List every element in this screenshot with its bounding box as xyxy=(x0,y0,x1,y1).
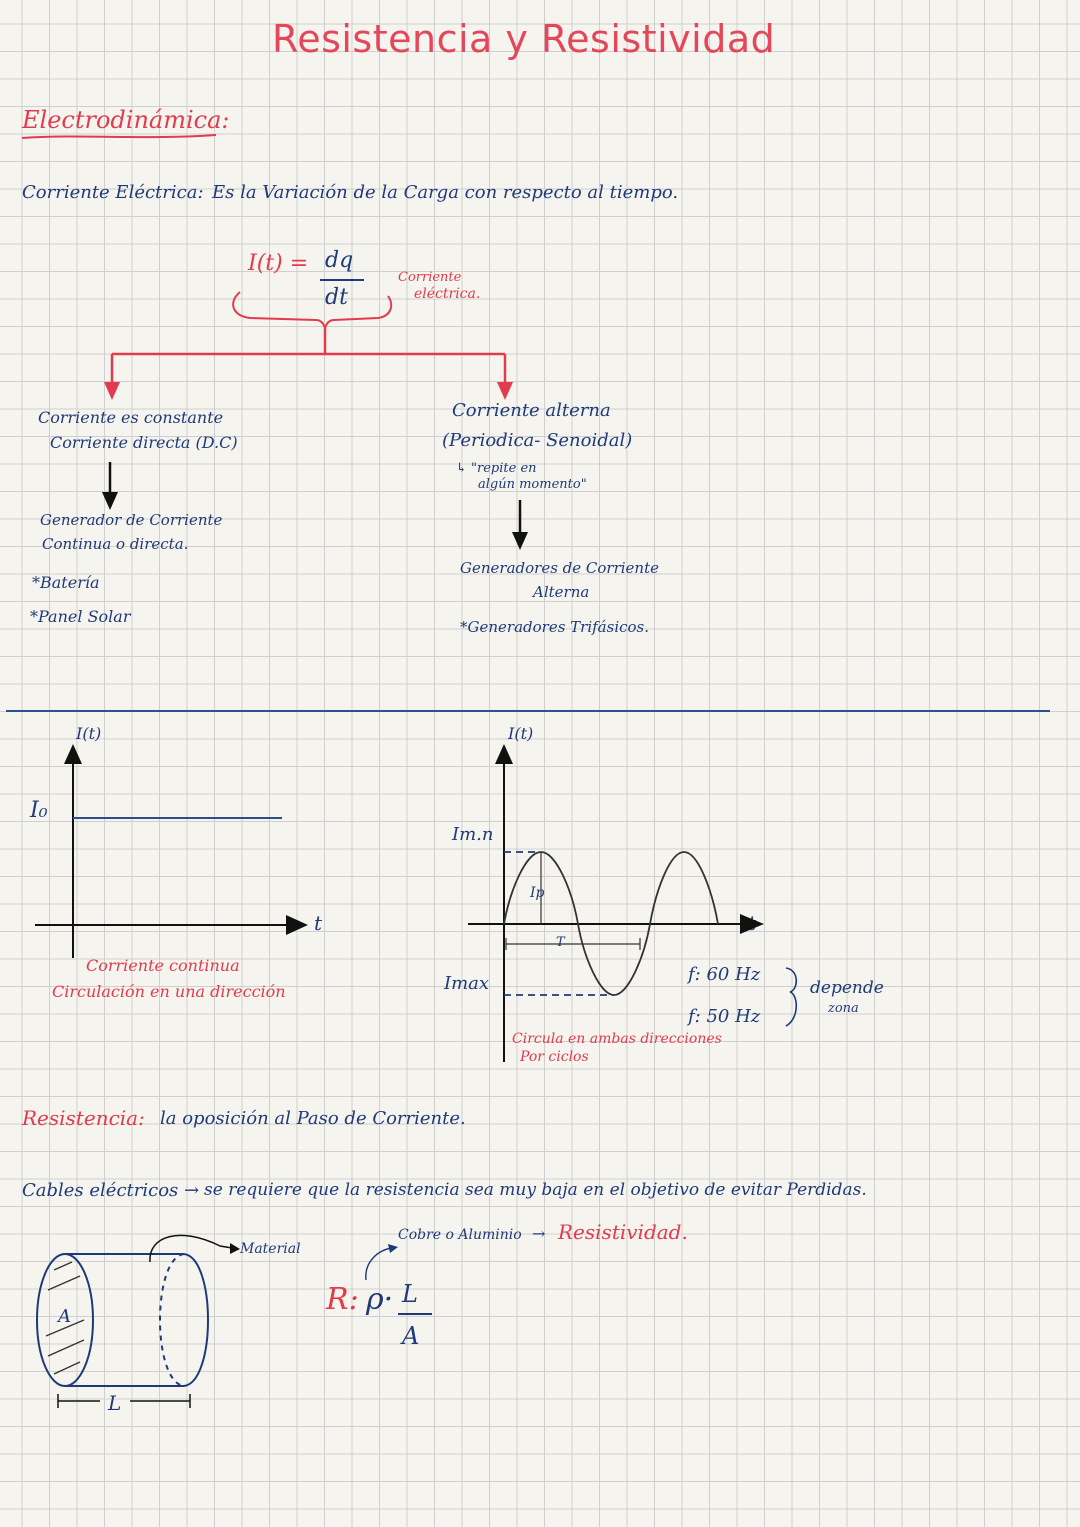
formula-numerator: dq xyxy=(325,248,354,273)
arrow-dc-generator-head xyxy=(102,492,118,510)
page-title: Resistencia y Resistividad xyxy=(272,17,776,61)
formula-brace xyxy=(233,292,391,328)
ac-graph-caption-line1: Circula en ambas direcciones xyxy=(512,1031,722,1047)
dc-graph-level-label: I₀ xyxy=(30,798,48,823)
ac-graph-freq-brace xyxy=(786,968,796,1026)
metals-note: Cobre o Aluminio xyxy=(398,1227,522,1243)
ac-graph-peak-label: Im.n xyxy=(452,824,494,845)
ac-graph-caption-line2: Por ciclos xyxy=(520,1049,589,1065)
dc-graph-caption-line2: Circulación en una dirección xyxy=(52,982,286,1001)
cables-text-part1: Cables eléctricos → xyxy=(22,1180,200,1201)
ac-graph-depends-line1: depende xyxy=(810,978,884,998)
arrowhead-dc xyxy=(104,382,120,400)
ac-graph-y-arrowhead xyxy=(495,744,513,764)
definition-text: Es la Variación de la Carga con respecto al tiempo. xyxy=(212,182,679,203)
cylinder-area-label: A xyxy=(58,1306,71,1327)
resistivity-label: Resistividad. xyxy=(558,1220,688,1244)
formula-lhs: I(t) = xyxy=(248,251,309,276)
metals-pointer-head xyxy=(388,1244,398,1253)
cables-text-part2: se requiere que la resistencia sea muy baja en el objetivo de evitar Perdidas. xyxy=(204,1180,867,1200)
arrow-ac-generator-head xyxy=(512,532,528,550)
cylinder-length-label: L xyxy=(108,1391,122,1415)
dc-graph-caption-line1: Corriente continua xyxy=(86,956,240,975)
cylinder-back-face-hidden xyxy=(160,1254,184,1386)
dc-graph xyxy=(35,744,308,958)
cylinder-back-face-front xyxy=(184,1254,208,1386)
ac-graph xyxy=(468,744,796,1065)
ac-generator-line1: Generadores de Corriente xyxy=(460,559,659,577)
resistance-text: la oposición al Paso de Corriente. xyxy=(160,1108,466,1129)
dc-item-battery: *Batería xyxy=(32,573,100,592)
dc-branch-line2: Corriente directa (D.C) xyxy=(50,433,238,452)
arrowhead-ac xyxy=(497,382,513,400)
ac-note-line1: ↳ "repite en xyxy=(456,461,537,476)
dc-generator-line1: Generador de Corriente xyxy=(40,511,223,529)
ac-note-line2: algún momento" xyxy=(478,477,587,492)
material-pointer-head xyxy=(230,1243,240,1254)
formula-note-line1: Corriente xyxy=(398,270,462,285)
dc-graph-x-label: t xyxy=(314,911,323,935)
definition-term: Corriente Eléctrica: xyxy=(22,182,204,203)
cylinder-material-label: Material xyxy=(240,1241,301,1257)
cable-cylinder xyxy=(37,1254,208,1386)
ac-branch-line1: Corriente alterna xyxy=(452,400,611,421)
branch-arrows xyxy=(112,328,505,384)
ac-graph-period-label: T xyxy=(556,935,565,950)
metals-pointer xyxy=(366,1248,392,1280)
ac-branch-line2: (Periodica- Senoidal) xyxy=(442,430,633,451)
cylinder-front-face xyxy=(37,1254,93,1386)
dc-graph-y-arrowhead xyxy=(64,744,82,764)
resistance-term: Resistencia: xyxy=(22,1106,145,1130)
metals-arrow: → xyxy=(532,1224,546,1243)
ac-generator-line2: Alterna xyxy=(533,583,590,601)
formula-note-line2: eléctrica. xyxy=(414,286,481,302)
resistance-formula-rho: ρ· xyxy=(366,1282,394,1317)
resistance-formula-numerator: L xyxy=(402,1280,418,1308)
ac-graph-freq2: f: 50 Hz xyxy=(688,1006,761,1027)
ac-graph-x-arrowhead xyxy=(740,914,764,934)
ac-graph-amplitude-label: Ip xyxy=(530,885,545,901)
resistance-formula-denominator: A xyxy=(402,1322,420,1350)
length-dimension xyxy=(58,1394,190,1408)
ac-item-threephase: *Generadores Trifásicos. xyxy=(460,618,650,636)
dc-graph-x-arrowhead xyxy=(286,915,308,935)
ac-graph-depends-line2: zona xyxy=(828,1001,859,1016)
cylinder-hatch xyxy=(46,1262,84,1374)
section-heading: Electrodinámica: xyxy=(22,106,230,134)
formula-denominator: dt xyxy=(325,285,348,310)
dc-graph-y-label: I(t) xyxy=(76,724,102,743)
ac-graph-y-label: I(t) xyxy=(508,724,534,743)
dc-item-solar: *Panel Solar xyxy=(30,607,131,626)
ac-graph-freq1: f: 60 Hz xyxy=(688,964,761,985)
dc-generator-line2: Continua o directa. xyxy=(42,535,189,553)
dc-branch-line1: Corriente es constante xyxy=(38,408,224,427)
ac-graph-min-label: Imax xyxy=(444,973,490,994)
heading-underline xyxy=(22,135,216,138)
resistance-formula-lhs: R: xyxy=(326,1282,359,1317)
